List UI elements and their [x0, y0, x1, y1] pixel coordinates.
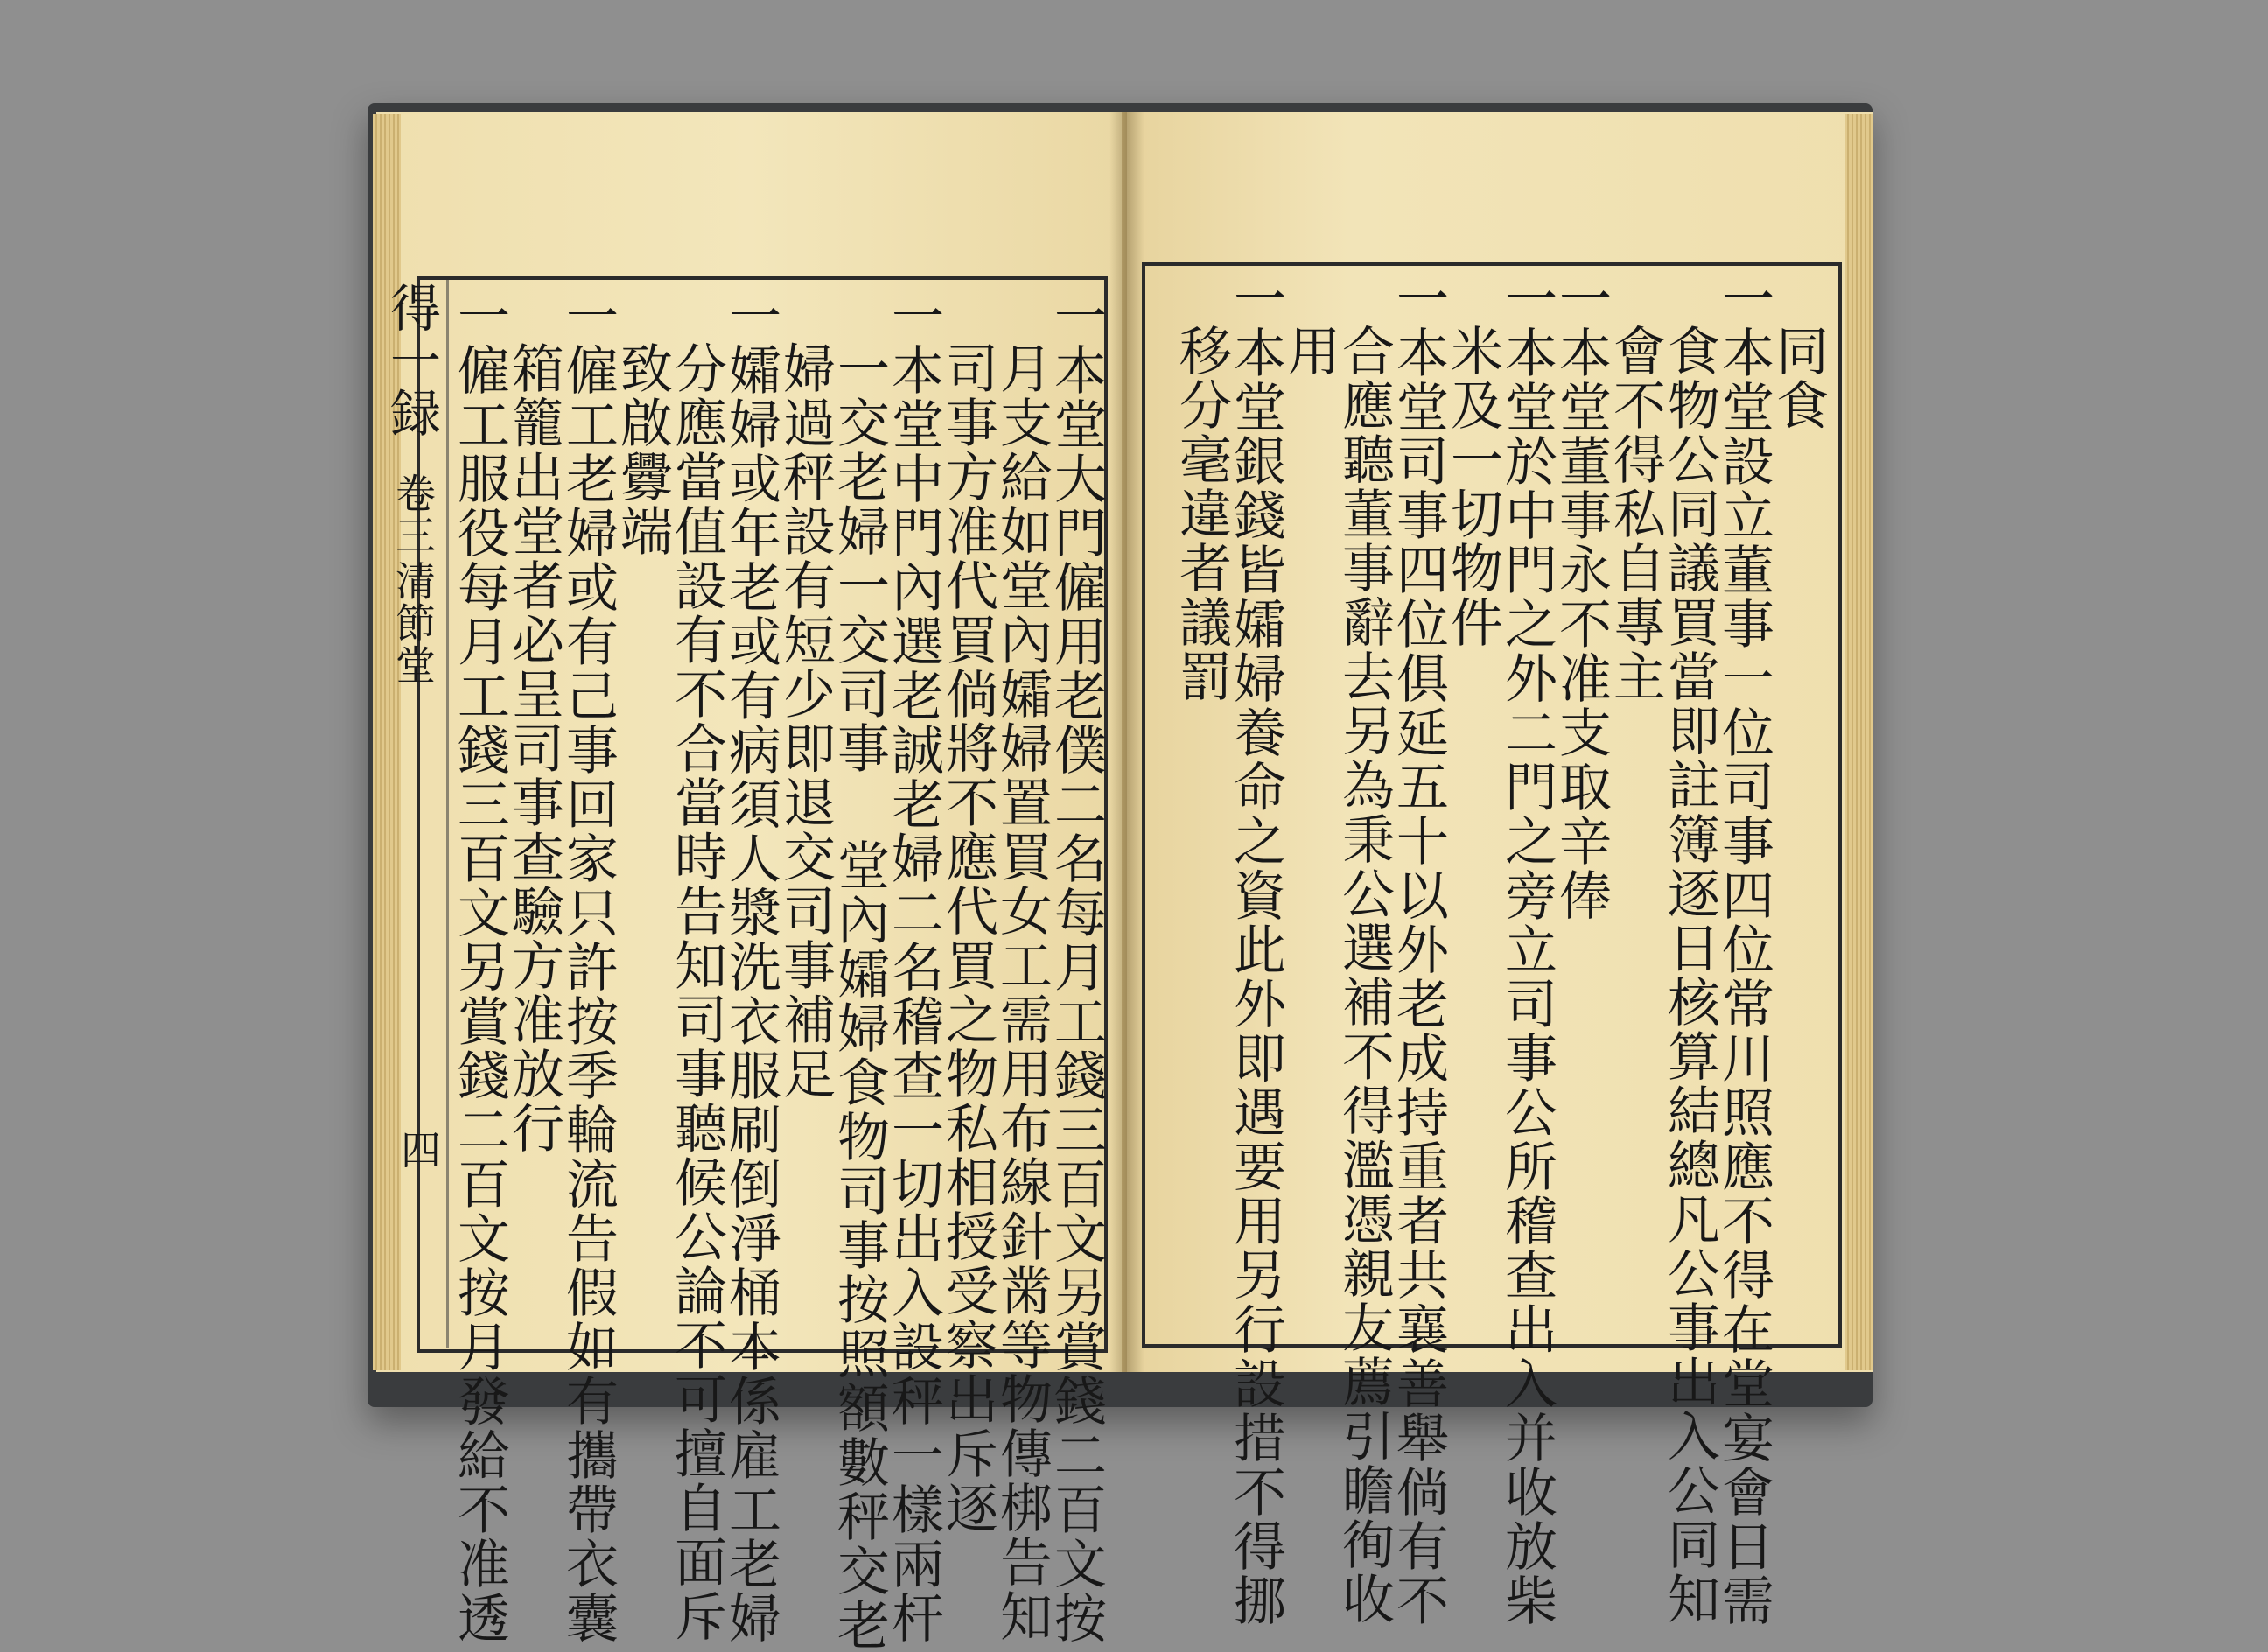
- book-gutter: [1110, 112, 1144, 1372]
- text-column: 一僱工老婦或有己事回家只許按季輪流告假如有攜帶衣囊: [557, 289, 619, 1645]
- text-column: 一本堂司事四位俱延五十以外老成持重者共襄善舉倘有不: [1388, 271, 1449, 1628]
- text-column: 一本堂銀錢皆孀婦養命之資此外即遇要用另行設措不得挪: [1225, 271, 1286, 1628]
- text-column: 一本堂董事永不准支取辛俸: [1550, 271, 1612, 922]
- text-column: 移分毫違者議罰: [1171, 324, 1232, 704]
- text-column: 同食: [1768, 324, 1829, 432]
- volume-label: 卷三: [389, 472, 437, 556]
- text-column: 分應當值設有不合當時告知司事聽候公論不可擅自面斥: [666, 341, 727, 1643]
- text-column: 米及一切物件: [1442, 324, 1503, 649]
- section-label: 清節堂: [389, 560, 437, 686]
- book-title: 得一録: [382, 282, 441, 439]
- text-column: 一交老婦一交司事 堂內孀婦食物司事按照額數秤交老: [829, 341, 890, 1652]
- text-column: 箱籠出堂者必呈司事查驗方准放行: [503, 341, 564, 1155]
- text-column: 月支給如堂內孀婦置買女工需用布線針黹等物傳梆告知: [991, 341, 1053, 1643]
- text-column: 用: [1279, 324, 1340, 378]
- text-column: 食物公同議買當即註簿逐日核算結總凡公事出入公同知: [1659, 324, 1720, 1626]
- text-column: 合應聽董事辭去另為秉公選補不得濫憑親友薦引瞻徇收: [1334, 324, 1395, 1626]
- text-column: 司事方准代買倘將不應代買之物私相授受察出斥逐: [937, 341, 998, 1535]
- text-column: 一本堂於中門之外二門之旁立司事公所稽查出入并收放柴: [1496, 271, 1558, 1628]
- text-column: 一本堂設立董事一位司事四位常川照應不得在堂宴會日需: [1713, 271, 1774, 1628]
- text-column: 致啟釁端: [612, 341, 673, 558]
- text-column: 會不得私自專主: [1605, 324, 1666, 704]
- text-column: 婦過秤設有短少即退交司事補足: [774, 341, 836, 1101]
- page-number: 四: [395, 1129, 442, 1171]
- right-page-edges: [1844, 114, 1872, 1370]
- text-column: 一本堂中門內選老誠老婦二名稽查一切出入設秤一樣兩杆: [883, 289, 944, 1645]
- text-column: 一本堂大門僱用老僕二名每月工錢三百文另賞錢二百文按: [1046, 289, 1107, 1645]
- text-column: 一孀婦或年老或有病須人漿洗衣服刷倒淨桶本係雇工老婦: [720, 289, 781, 1645]
- text-column: 一僱工服役每月工錢三百文另賞錢二百文按月發給不准透: [449, 289, 510, 1645]
